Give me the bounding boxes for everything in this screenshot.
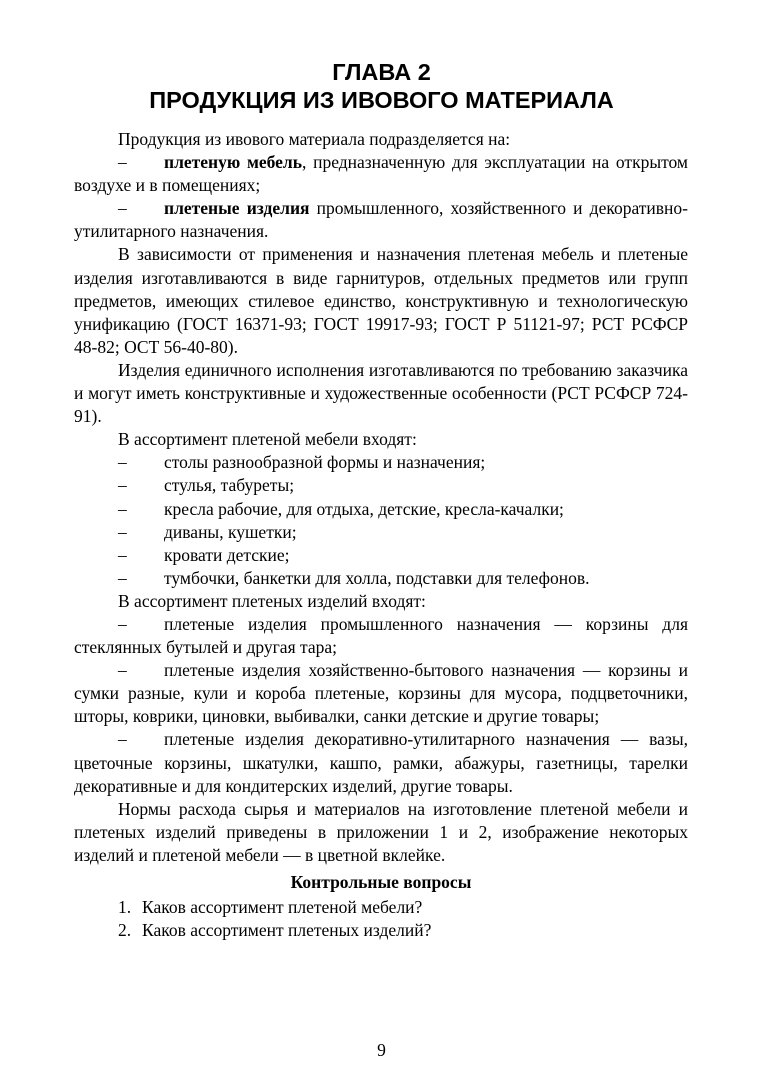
dash-marker: – <box>118 198 127 219</box>
dash-marker: – <box>118 729 127 750</box>
list-item <box>74 544 688 567</box>
chapter-body <box>74 128 688 942</box>
norms-paragraph: Нормы расхода сырья и материалов на изготовление плетеной мебели и плетеных изделий приведены в приложении 1 и 2, изображение некоторых изделий и плетеной мебели — в цветной вклейке. <box>74 798 688 865</box>
list-item <box>74 498 688 521</box>
chapter-title: ПРОДУКЦИЯ ИЗ ИВОВОГО МАТЕРИАЛА <box>149 87 614 113</box>
list-item <box>74 567 688 590</box>
type-item-furniture <box>74 151 688 197</box>
list-item <box>74 613 688 659</box>
question-item <box>74 896 688 919</box>
dash-marker: – <box>118 544 127 565</box>
type-description: , предназначенную для эксплуатации на открытом воздухе и в помещениях; <box>74 152 688 196</box>
single-production-paragraph: Изделия единичного исполнения изготавливаются по требованию заказчика и могут иметь конструктивные и художественные особенности (РСТ РСФСР 724-91). <box>74 359 688 427</box>
question-text: Каков ассортимент плетеной мебели? <box>142 897 423 918</box>
chapter-number: ГЛАВА 2 <box>332 59 431 85</box>
dash-marker: – <box>118 521 127 542</box>
furniture-assortment-intro: В ассортимент плетеной мебели входят: <box>118 429 417 450</box>
list-item <box>74 728 688 797</box>
type-description: промышленного, хозяйственного и декоративно-утилитарного назначения. <box>74 198 688 242</box>
dash-marker: – <box>118 475 127 496</box>
list-item-text: тумбочки, банкетки для холла, подставки для телефонов. <box>164 567 590 588</box>
list-item-text: плетеные изделия промышленного назначения — корзины для стеклянных бутылей и другая тара; <box>74 613 688 658</box>
dash-marker: – <box>118 613 127 634</box>
list-item-text: столы разнообразной формы и назначения; <box>164 452 486 473</box>
type-item-products <box>74 197 688 243</box>
page-number: 9 <box>377 1040 386 1060</box>
gost-paragraph: В зависимости от применения и назначения плетеная мебель и плетеные изделия изготавливаются в виде гарнитуров, отдельных предметов или групп предметов, имеющих стилевое единство, конструктивную и технологическую унификацию (ГОСТ 16371-93; ГОСТ 19917-93; ГОСТ Р 51121-97; РСТ РСФСР 48-82; ОСТ 56-40-80). <box>74 244 688 357</box>
list-item-text: стулья, табуреты; <box>164 475 295 496</box>
dash-marker: – <box>118 567 127 588</box>
list-item <box>74 521 688 544</box>
intro-paragraph: Продукция из ивового материала подразделяется на: <box>118 129 511 149</box>
type-term: плетеные изделия <box>164 198 310 219</box>
list-item-text: плетеные изделия хозяйственно-бытового назначения — корзины и сумки разные, кули и короба плетеные, корзины для мусора, подцветочники, шторы, коврики, циновки, выбивалки, санки детские и другие товары; <box>74 660 688 727</box>
question-text: Каков ассортимент плетеных изделий? <box>142 920 432 941</box>
list-item <box>74 659 688 728</box>
list-item <box>74 451 688 474</box>
list-item-text: диваны, кушетки; <box>164 521 297 542</box>
products-assortment-intro: В ассортимент плетеных изделий входят: <box>118 590 426 611</box>
list-item-text: плетеные изделия декоративно-утилитарного назначения — вазы, цветочные корзины, шкатулки, кашпо, рамки, абажуры, газетницы, тарелки декоративные и для кондитерских изделий, другие товары. <box>74 729 688 796</box>
dash-marker: – <box>118 452 127 473</box>
questions-heading: Контрольные вопросы <box>290 872 472 892</box>
dash-marker: – <box>118 498 127 519</box>
dash-marker: – <box>118 660 127 681</box>
list-item-text: кресла рабочие, для отдыха, детские, кресла-качалки; <box>164 498 564 519</box>
question-number: 2. <box>118 920 132 941</box>
list-item-text: кровати детские; <box>164 544 290 565</box>
dash-marker: – <box>118 152 127 173</box>
list-item <box>74 474 688 497</box>
type-term: плетеную мебель <box>164 152 302 173</box>
question-number: 1. <box>118 897 132 918</box>
question-item <box>74 919 688 942</box>
